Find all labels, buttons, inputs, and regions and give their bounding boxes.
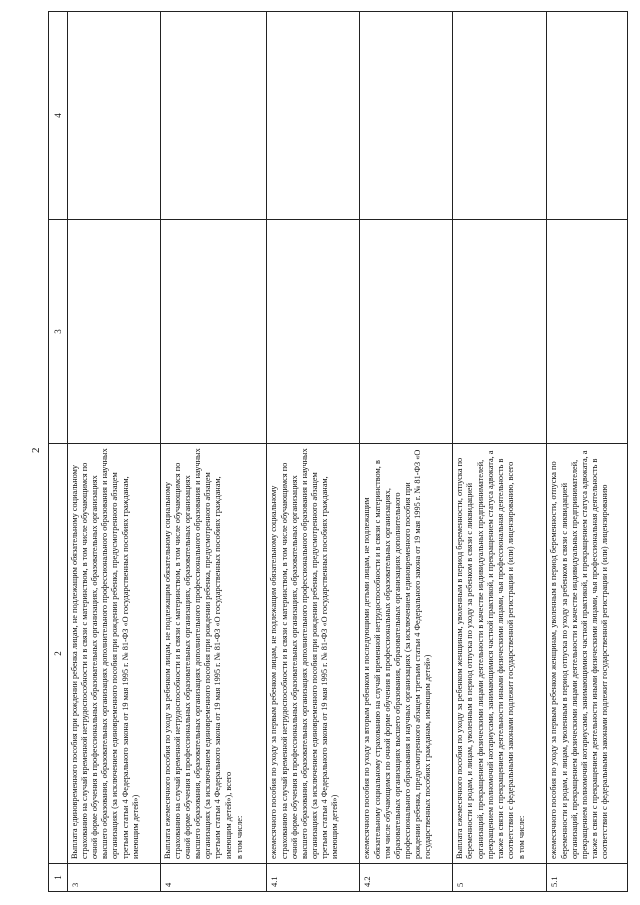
- row-col-3: [160, 220, 267, 444]
- page-number: 2: [30, 447, 42, 453]
- row-col-3: [453, 220, 547, 444]
- row-text: [453, 444, 547, 864]
- table-row: [160, 12, 267, 892]
- row-number: 5.1: [547, 864, 628, 892]
- header-col-4: 4: [49, 12, 68, 220]
- table-header-row: [49, 12, 68, 892]
- table-row: [360, 12, 453, 892]
- row-text: [547, 444, 628, 864]
- row-text: [160, 444, 267, 864]
- row-number: 4: [160, 864, 267, 892]
- row-col-4: [68, 12, 161, 220]
- row-col-4: [360, 12, 453, 220]
- row-description: ежемесячного пособия по уходу за первым ребенком женщинам, уволенным в период беременности, отпуска по беременности и родам, и лицам, уволенным в период отпуска по уходу за ребенком в связи с ликвидацией организаций, прекращением физическими лицами деятельности в качестве индивидуальных предпринимателей, прекращением полномочий нотариусами, занимающимися частной практикой, и прекращением статуса адвоката, а также в связи с прекращением деятельности иными физическими лицами, чья профессиональная деятельность в соответствии с федеральными законами подлежит государственной регистрации и (или) лицензированию: [549, 450, 609, 859]
- row-col-4: [160, 12, 267, 220]
- rotated-table-wrapper: [48, 12, 628, 892]
- row-text: [267, 444, 360, 864]
- row-description: Выплата ежемесячного пособия по уходу за ребенком женщинам, уволенным в период беременности, отпуска по беременности и родам, и лицам, уволенным в период отпуска по уходу за ребенком в связи с ликвидацией организаций, прекращением физическими лицами деятельности в качестве индивидуальных предпринимателей, прекращением полномочий нотариусами, занимающимися частной практикой, и прекращением статуса адвоката, а также в связи с прекращением деятельности иными физическими лицами, чья профессиональная деятельность в соответствии с федеральными законами подлежит государственной регистрации и (или) лицензированию, всего: [455, 450, 515, 859]
- row-description: Выплата единовременного пособия при рождении ребенка лицам, не подлежащим обязательному социальному страхованию на случай временной нетрудоспособности и в связи с материнством, в том числе обучающимся по очной форме обучения в профессиональных образовательных организациях, образовательных организациях высшего образования, образовательных организациях дополнительного профессионального образования и научных организациях (за исключением единовременного пособия при рождении ребенка, предусмотренного абзацем третьим статьи 4 Федерального закона от 19 мая 1995 г. № 81-ФЗ «О государственных пособиях гражданам, имеющим детей»): [70, 448, 140, 859]
- row-number: 5: [453, 864, 547, 892]
- row-col-3: [360, 220, 453, 444]
- table-row: [68, 12, 161, 892]
- row-subnote: в том числе:: [234, 815, 244, 859]
- header-col-2: 2: [49, 444, 68, 864]
- row-description: Выплата ежемесячного пособия по уходу за ребенком лицам, не подлежащим обязательному социальному страхованию на случай временной нетрудоспособности и в связи с материнством, в том числе обучающимся по очной форме обучения в профессиональных образовательных организациях, образовательных организациях высшего образования, образовательных организациях дополнительного профессионального образования и научных организациях (за исключением единовременного пособия при рождении ребенка, предусмотренного абзацем третьим статьи 4 Федерального закона от 19 мая 1995 г. № 81-ФЗ «О государственных пособиях гражданам, имеющим детей»), всего: [162, 448, 233, 859]
- row-number: 4.1: [267, 864, 360, 892]
- header-col-1: 1: [49, 864, 68, 892]
- row-col-4: [267, 12, 360, 220]
- row-col-3: [68, 220, 161, 444]
- row-text: [360, 444, 453, 864]
- table-row: [453, 12, 547, 892]
- row-number: 4.2: [360, 864, 453, 892]
- row-number: 3: [68, 864, 161, 892]
- row-col-4: [547, 12, 628, 220]
- row-subnote: в том числе:: [516, 815, 526, 859]
- row-col-4: [453, 12, 547, 220]
- row-text: [68, 444, 161, 864]
- table-row: [547, 12, 628, 892]
- row-col-3: [267, 220, 360, 444]
- row-col-3: [547, 220, 628, 444]
- row-description: ежемесячного пособия по уходу за вторым ребенком и последующими детьми лицам, не подлежащим обязательному социальному страхованию на случай временной нетрудоспособности и в связи с материнством, в том числе обучающимся по очной форме обучения в профессиональных образовательных организациях, образовательных организациях высшего образования, образовательных организациях дополнительного профессионального образования и научных организациях (за исключением единовременного пособия при рождении ребенка, предусмотренного абзацем третьим статьи 4 Федерального закона от 19 мая 1995 г. № 81-ФЗ «О государственных пособиях гражданам, имеющим детей»): [362, 449, 433, 859]
- row-description: ежемесячного пособия по уходу за первым ребенком лицам, не подлежащим обязательному социальному страхованию на случай временной нетрудоспособности и в связи с материнством, в том числе обучающимся по очной форме обучения в профессиональных образовательных организациях, образовательных организациях высшего образования, образовательных организациях дополнительного профессионального образования и научных организациях (за исключением единовременного пособия при рождении ребенка, предусмотренного абзацем третьим статьи 4 Федерального закона от 19 мая 1995 г. № 81-ФЗ «О государственных пособиях гражданам, имеющим детей»): [269, 448, 340, 859]
- benefits-table: [48, 11, 628, 892]
- header-col-3: 3: [49, 220, 68, 444]
- table-row: [267, 12, 360, 892]
